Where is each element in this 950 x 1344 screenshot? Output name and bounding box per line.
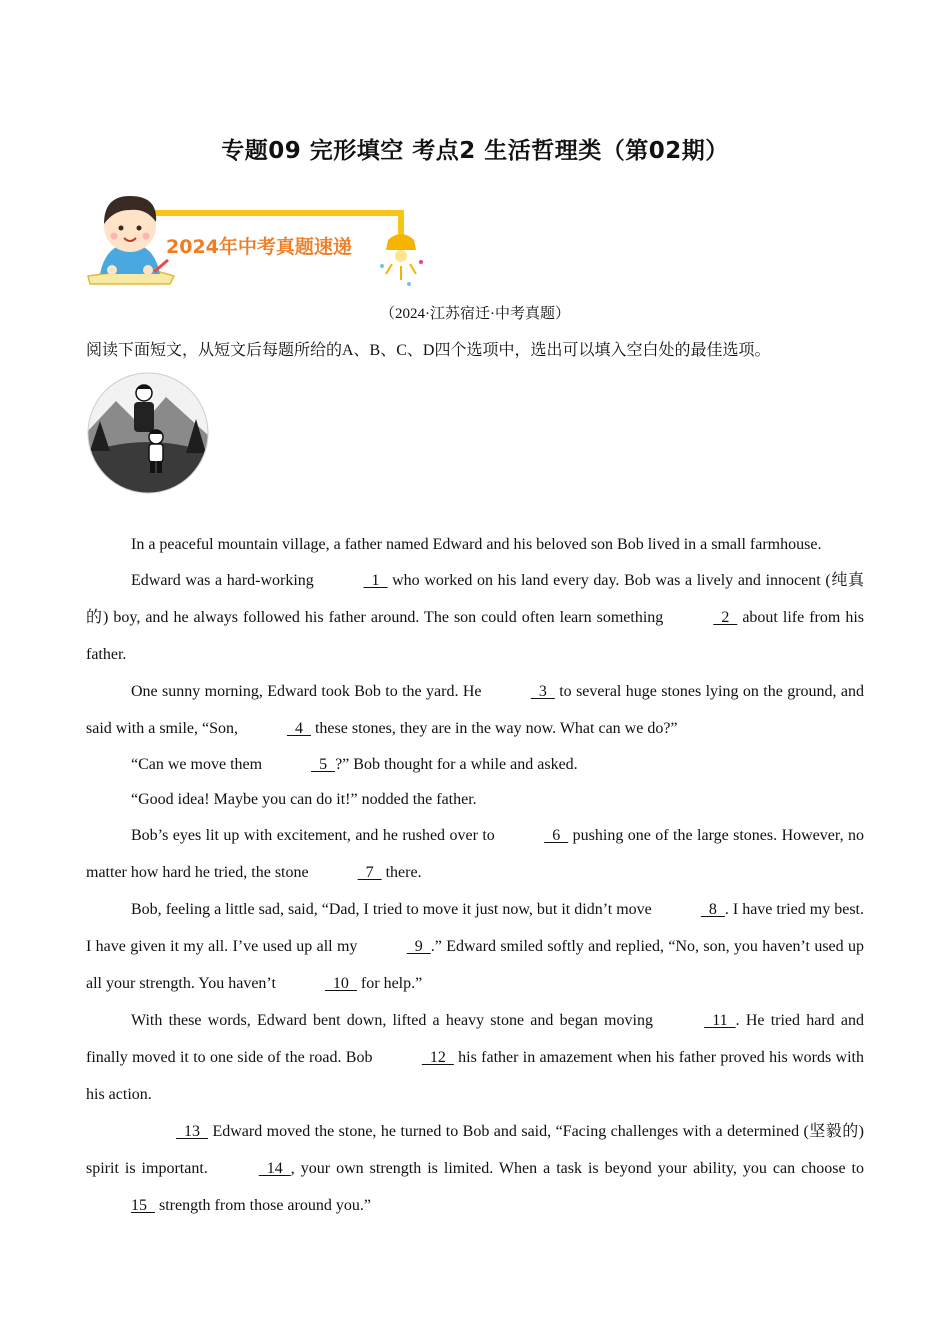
blank-4: 4 [286, 720, 311, 737]
blank-9: 9 [406, 938, 431, 955]
paragraph-6: Bob’s eyes lit up with excitement, and he rushed over to 6 pushing one of the large stones. However, no matter how hard he tried, the stone 7 there. [86, 817, 864, 891]
paragraph-1: In a peaceful mountain village, a father named Edward and his beloved son Bob lived in a small farmhouse. [131, 536, 822, 553]
paragraph-3: One sunny morning, Edward took Bob to the yard. He 3 to several huge stones lying on the ground, and said with a smile, “Son, 4 these stones, they are in the way now. What can we do?” [86, 673, 864, 747]
paragraph-2: Edward was a hard-working 1 who worked on his land every day. Bob was a lively and innocent (纯真的) boy, and he always followed his father around. The son could often learn something 2 about life from his father. [86, 562, 864, 673]
father-and-son-illustration-icon [86, 371, 210, 495]
blank-13: 13 [176, 1123, 208, 1140]
banner [86, 188, 436, 293]
blank-12: 12 [421, 1049, 454, 1066]
blank-5: 5 [311, 756, 336, 773]
blank-6: 6 [544, 827, 569, 844]
blank-8: 8 [700, 901, 725, 918]
blank-2: 2 [713, 609, 738, 626]
source-note: （2024·江苏宿迁·中考真题） [380, 306, 570, 322]
blank-1: 1 [363, 572, 388, 589]
paragraph-4: “Can we move them 5 ?” Bob thought for a while and asked. [86, 747, 864, 782]
blank-10: 10 [324, 975, 357, 992]
paragraph-9: 13 Edward moved the stone, he turned to Bob and said, “Facing challenges with a determined (坚毅的) spirit is important. 14 , your own strength is limited. When a task is beyond your ability, you can choose to 15 strength from those around you.” [86, 1113, 864, 1224]
blank-15: 15 [131, 1197, 155, 1214]
paragraph-8: With these words, Edward bent down, lifted a heavy stone and began moving 11 . He tried hard and finally moved it to one side of the road. Bob 12 his father in amazement when his father proved his words with his action. [86, 1002, 864, 1113]
paragraph-5: “Good idea! Maybe you can do it!” nodded the father. [131, 791, 477, 808]
page-title: 专题09 完形填空 考点2 生活哲理类（第02期） [221, 138, 729, 164]
blank-3: 3 [530, 683, 555, 700]
blank-7: 7 [357, 864, 382, 881]
blank-14: 14 [258, 1160, 291, 1177]
passage [86, 527, 864, 1224]
instruction-text: 阅读下面短文，从短文后每题所给的A、B、C、D四个选项中，选出可以填入空白处的最佳选项。 [86, 342, 771, 359]
blank-11: 11 [704, 1012, 736, 1029]
banner-text: 2024年中考真题速递 [166, 236, 352, 258]
paragraph-7: Bob, feeling a little sad, said, “Dad, I tried to move it just now, but it didn’t move 8 . I have tried my best. I have given it my all. I’ve used up all my 9 .” Edward smiled softly and replied, “No, son, you haven’t used up all your strength. You haven’t 10 for help.” [86, 891, 864, 1002]
